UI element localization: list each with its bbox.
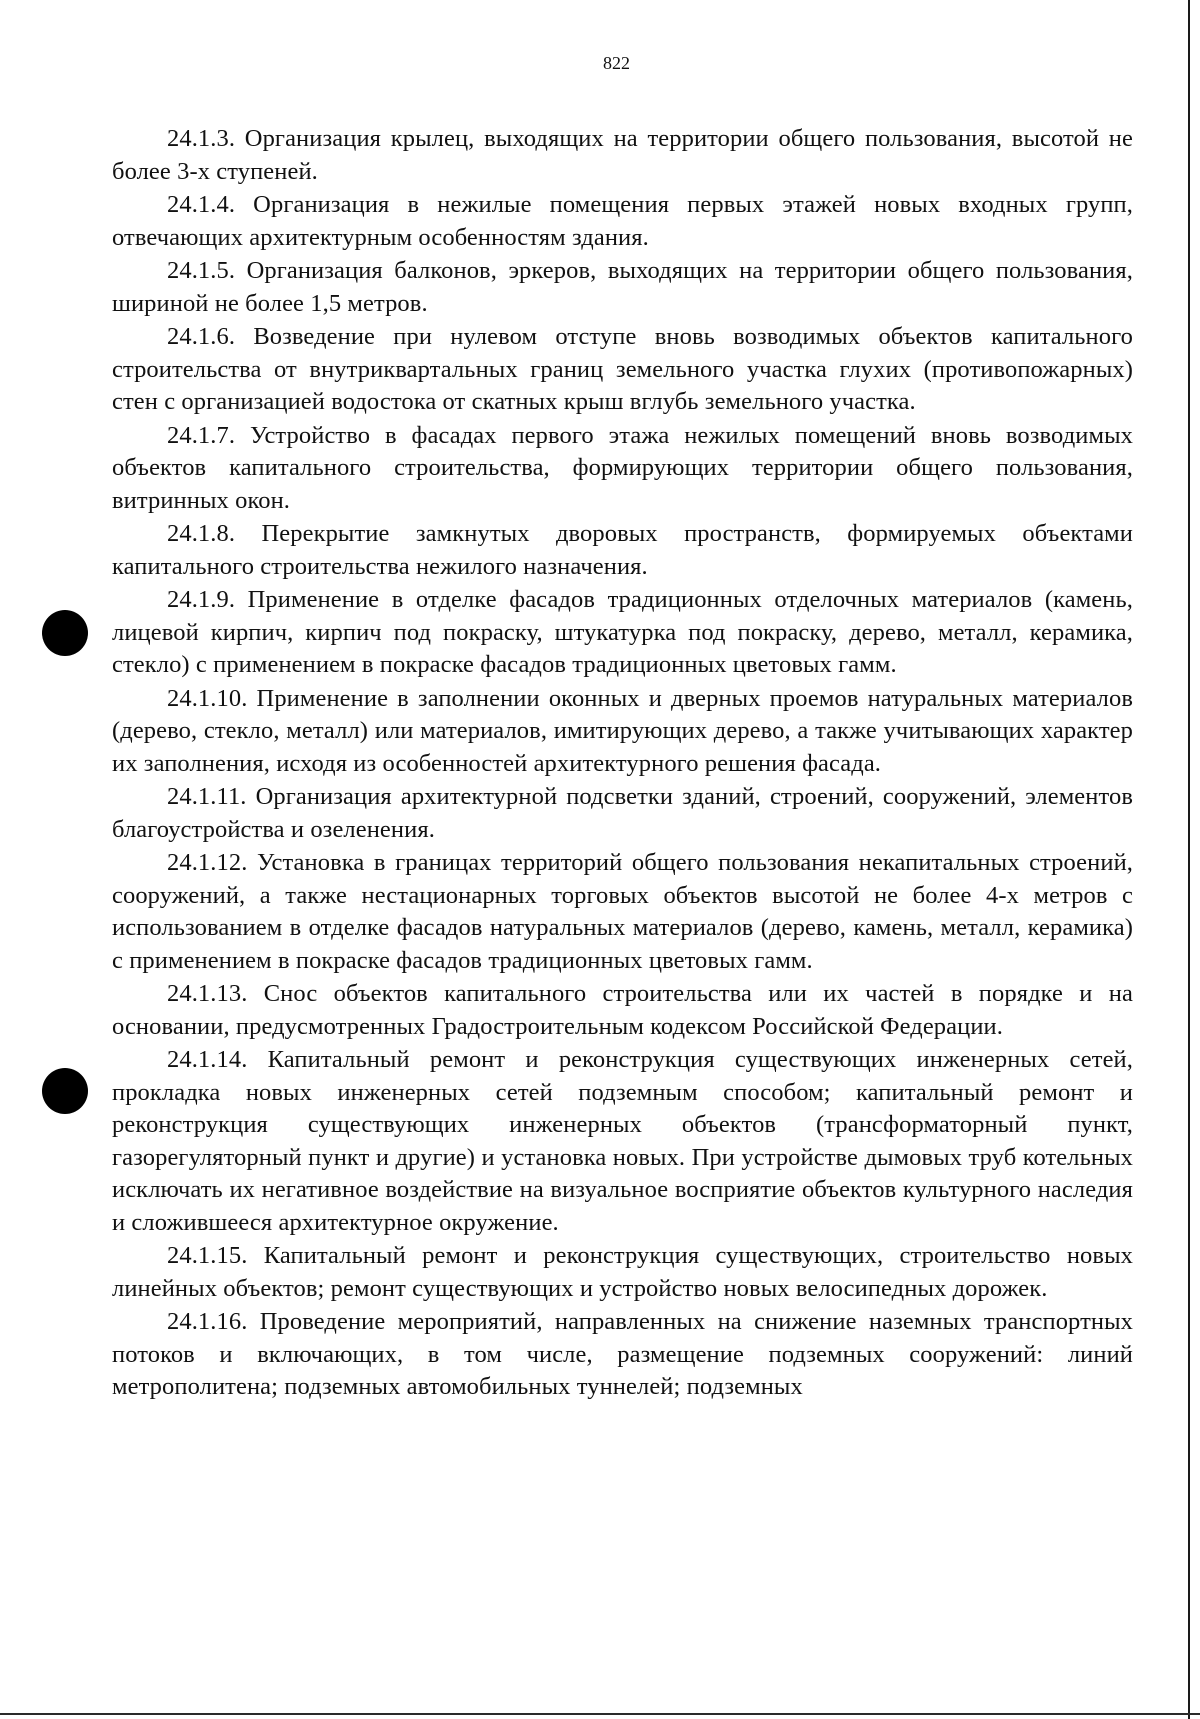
paragraph-24-1-13: 24.1.13. Снос объектов капитального строительства или их частей в порядке и на основании, предусмотренных Градостроительным кодексом Российской Федерации. [112,980,1133,1040]
paragraph-24-1-12: 24.1.12. Установка в границах территорий общего пользования некапитальных строений, сооружений, а также нестационарных торговых объектов высотой не более 4-х метров с использованием в отделке фасадов натуральных материалов (дерево, камень, металл, керамика) с применением в покраске фасадов традиционных цветовых гамм. [112,849,1133,974]
punch-hole-bottom [42,1068,88,1114]
paragraph-24-1-9: 24.1.9. Применение в отделке фасадов традиционных отделочных материалов (камень, лицевой кирпич, кирпич под покраску, штукатурка под покраску, дерево, металл, керамика, стекло) с применением в покраске фасадов традиционных цветовых гамм. [112,586,1133,678]
paragraph-24-1-3: 24.1.3. Организация крылец, выходящих на территории общего пользования, высотой не более 3-х ступеней. [112,125,1133,185]
paragraph-24-1-16: 24.1.16. Проведение мероприятий, направленных на снижение наземных транспортных потоков и включающих, в том числе, размещение подземных сооружений: линий метрополитена; подземных автомобильных туннелей; подземных [112,1308,1133,1400]
paragraph-24-1-14: 24.1.14. Капитальный ремонт и реконструкция существующих инженерных сетей, прокладка новых инженерных сетей подземным способом; капитальный ремонт и реконструкция существующих инженерных объектов (трансформаторный пункт, газорегуляторный пункт и другие) и установка новых. При устройстве дымовых труб котельных исключать их негативное воздействие на визуальное восприятие объектов культурного наследия и сложившееся архитектурное окружение. [112,1046,1133,1236]
paragraph-24-1-11: 24.1.11. Организация архитектурной подсветки зданий, строений, сооружений, элементов благоустройства и озеленения. [112,783,1133,843]
paragraph-24-1-15: 24.1.15. Капитальный ремонт и реконструкция существующих, строительство новых линейных объектов; ремонт существующих и устройство новых велосипедных дорожек. [112,1242,1133,1302]
scan-edge-right [1188,0,1190,1719]
scan-edge-bottom [0,1713,1200,1715]
page-number: 822 [603,53,630,73]
paragraph-24-1-5: 24.1.5. Организация балконов, эркеров, выходящих на территории общего пользования, шириной не более 1,5 метров. [112,257,1133,317]
paragraph-24-1-6: 24.1.6. Возведение при нулевом отступе вновь возводимых объектов капитального строительства от внутриквартальных границ земельного участка глухих (противопожарных) стен с организацией водостока от скатных крыш вглубь земельного участка. [112,323,1133,415]
document-body [112,123,1133,1405]
paragraph-24-1-8: 24.1.8. Перекрытие замкнутых дворовых пространств, формируемых объектами капитального строительства нежилого назначения. [112,520,1133,580]
paragraph-24-1-10: 24.1.10. Применение в заполнении оконных и дверных проемов натуральных материалов (дерево, стекло, металл) или материалов, имитирующих дерево, а также учитывающих характер их заполнения, исходя из особенностей архитектурного решения фасада. [112,684,1133,777]
paragraph-24-1-4: 24.1.4. Организация в нежилые помещения первых этажей новых входных групп, отвечающих архитектурным особенностям здания. [112,191,1133,251]
paragraph-24-1-7: 24.1.7. Устройство в фасадах первого этажа нежилых помещений вновь возводимых объектов капитального строительства, формирующих территории общего пользования, витринных окон. [112,421,1133,514]
punch-hole-top [42,610,88,656]
